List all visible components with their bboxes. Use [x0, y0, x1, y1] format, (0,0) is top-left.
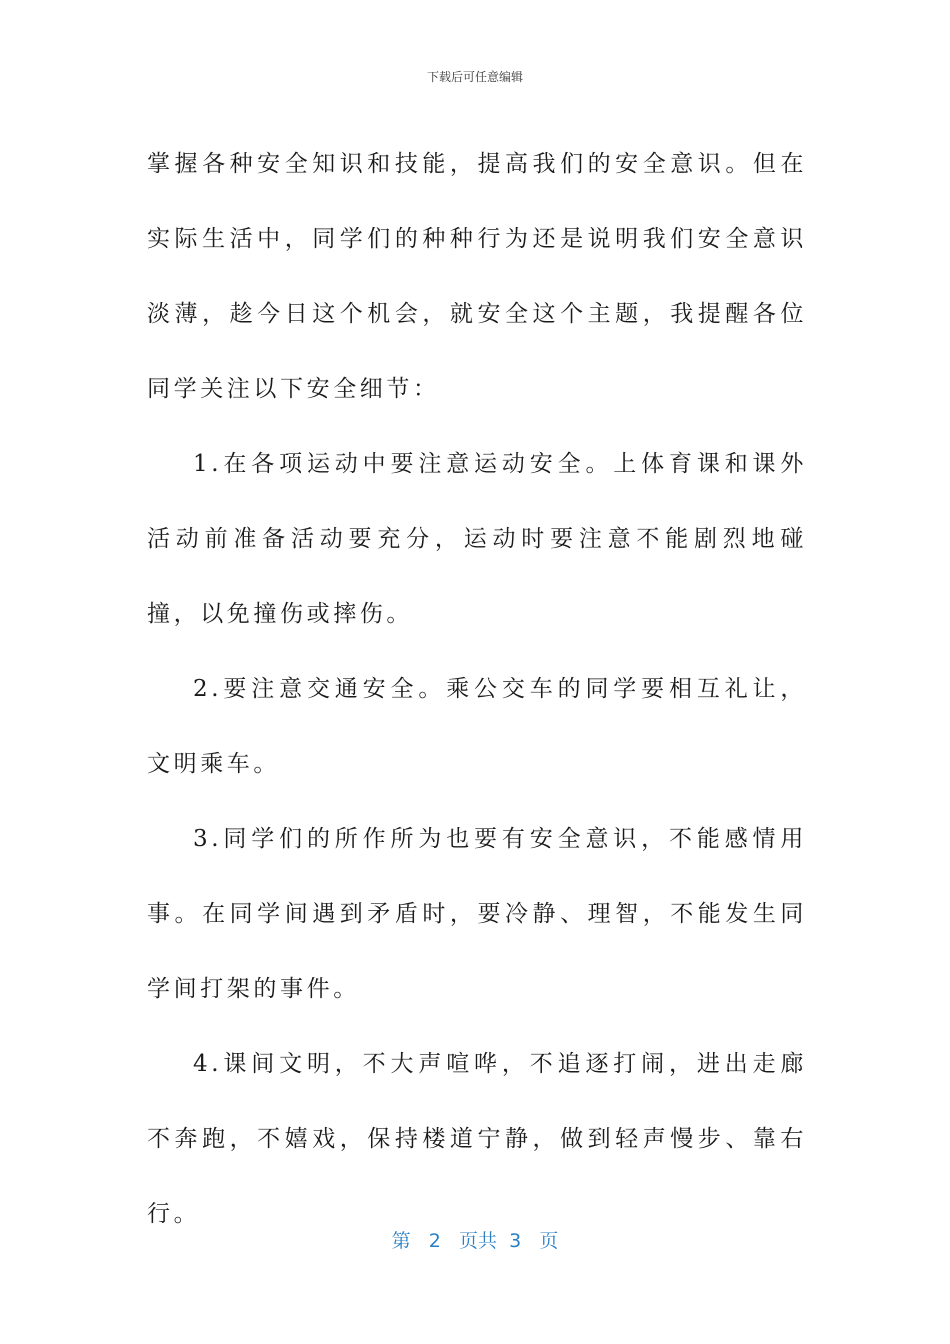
footer-middle: 页共	[459, 1230, 498, 1252]
footer-current-page: 2	[428, 1230, 441, 1252]
page-number-footer	[0, 1226, 950, 1253]
footer-total-pages: 3	[509, 1230, 522, 1252]
footer-suffix: 页	[539, 1230, 559, 1252]
paragraph-intro: 掌握各种安全知识和技能，提高我们的安全意识。但在实际生活中，同学们的种种行为还是说明我们安全意识淡薄，趁今日这个机会，就安全这个主题，我提醒各位同学关注以下安全细节：	[147, 151, 807, 402]
paragraph-item-3: 3.同学们的所作所为也要有安全意识，不能感情用事。在同学间遇到矛盾时，要冷静、理智，不能发生同学间打架的事件。	[147, 826, 807, 1002]
header-note: 下载后可任意编辑	[426, 70, 523, 84]
paragraph-item-4: 4.课间文明，不大声喧哗，不追逐打闹，进出走廊不奔跑，不嬉戏，保持楼道宁静，做到轻声慢步、靠右行。	[147, 1051, 807, 1227]
paragraph-item-1: 1.在各项运动中要注意运动安全。上体育课和课外活动前准备活动要充分，运动时要注意不能剧烈地碰撞，以免撞伤或摔伤。	[147, 451, 807, 627]
document-body	[147, 127, 807, 1252]
footer-prefix: 第	[391, 1230, 411, 1252]
paragraph-item-2: 2.要注意交通安全。乘公交车的同学要相互礼让，文明乘车。	[147, 676, 807, 777]
